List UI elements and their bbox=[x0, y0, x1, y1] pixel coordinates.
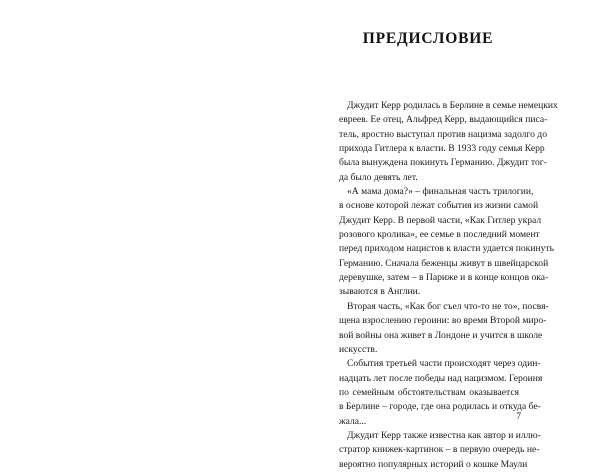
paragraph bbox=[339, 429, 541, 472]
text-line: «А мама дома?» – финальная часть трилогии, bbox=[347, 186, 534, 198]
text-line: деревушке, затем – в Париже и в конце концов ока- bbox=[339, 272, 549, 284]
paragraph bbox=[339, 357, 543, 429]
text-line: по семейным обстоятельствам оказывается bbox=[339, 386, 519, 398]
paragraph bbox=[339, 185, 554, 300]
text-line: щена взрослению героини: во время Второй миро- bbox=[339, 315, 547, 327]
text-line: тель, яростно выступал против нацизма задолго до bbox=[339, 128, 547, 140]
text-line: жала... bbox=[339, 415, 367, 427]
text-line: в Берлине – городе, где она родилась и откуда бе- bbox=[339, 401, 541, 413]
text-line: Джудит Керр родилась в Берлине в семье немецких bbox=[347, 100, 558, 111]
page-number: 7 bbox=[516, 411, 521, 422]
text-line: была вынуждена покинуть Германию. Джудит тог- bbox=[339, 157, 547, 169]
text-line: искусств. bbox=[339, 343, 378, 355]
text-line: стратор книжек-картинок – в первую очередь не- bbox=[339, 444, 540, 456]
text-line: Германию. Сначала беженцы живут в швейцарской bbox=[339, 257, 549, 269]
page-title: ПРЕДИСЛОВИЕ bbox=[362, 30, 494, 47]
text-line: в основе которой лежат события из жизни самой bbox=[339, 200, 539, 212]
text-line: Вторая часть, «Как бог съел что-то не то», посвя- bbox=[347, 300, 549, 312]
text-line: вероятно популярных историй о кошке Маули bbox=[339, 458, 528, 470]
text-line: евреев. Ее отец, Альфред Керр, выдающийся писа- bbox=[339, 114, 548, 126]
text-line: перед приходом нацистов к власти удается покинуть bbox=[339, 243, 554, 255]
text-line: вой войны она живет в Лондоне и учится в школе bbox=[339, 329, 543, 341]
text-line: Джудит Керр. В первой части, «Как Гитлер украл bbox=[339, 214, 542, 226]
paragraph bbox=[339, 99, 558, 185]
text-line: зываются в Англии. bbox=[339, 286, 421, 298]
paragraph bbox=[339, 300, 549, 357]
text-line: Джудит Керр также известна как автор и иллю- bbox=[347, 429, 541, 441]
text-line: надцать лет после победы над нацизмом. Героиня bbox=[339, 372, 543, 384]
text-line: розового кролика», ее семье в последний момент bbox=[339, 229, 540, 241]
text-line: прихода Гитлера к власти. В 1933 году семья Керр bbox=[339, 143, 545, 155]
text-line: да было девять лет. bbox=[339, 171, 418, 183]
body-text bbox=[339, 99, 558, 472]
text-line: События третьей части происходят через один- bbox=[347, 358, 541, 370]
